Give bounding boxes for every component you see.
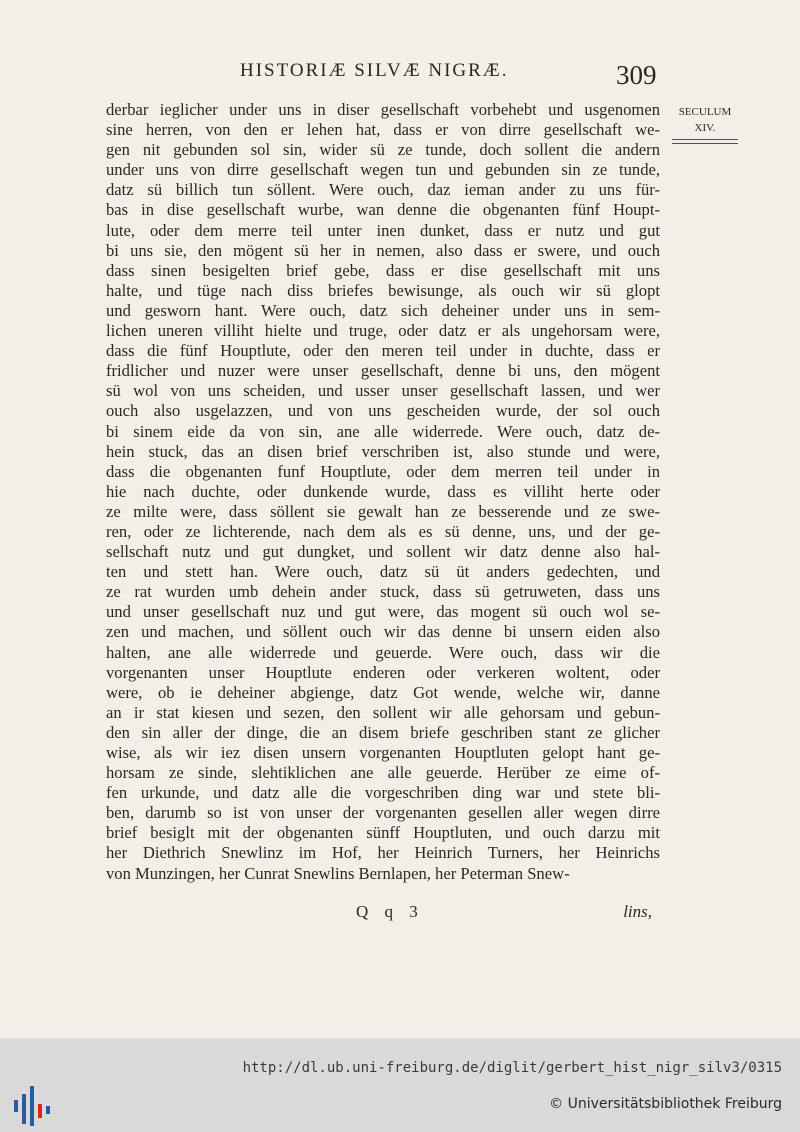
text-line: ouch also usgelazzen, und von uns gescheiden wurde, der sol ouch — [106, 401, 660, 421]
text-line: wise, als wir iez disen unsern vorgenanten Houptluten gelopt hant ge- — [106, 743, 660, 762]
copyright-notice: © Universitätsbibliothek Freiburg — [549, 1096, 782, 1112]
text-line: fen urkunde, und datz alle die vorgeschriben ding war und stete bli- — [106, 783, 660, 803]
text-line: vorgenanten unser Houptlute enderen oder verkeren woltent, oder — [106, 662, 660, 682]
text-line: ze milte were, dass söllent sie gewalt han ze besserende und ze swe- — [106, 501, 660, 521]
catchline — [106, 902, 660, 926]
text-line: sü wol von uns scheiden, und usser unser gesellschaft lassen, und wer — [106, 381, 660, 401]
text-line: lichen uneren villiht hielte und truge, oder datz er als ungehorsam were, — [106, 321, 660, 341]
text-line: dass die obgenanten funf Houptlute, oder dem merren teil under in — [106, 461, 660, 481]
text-line: hein stuck, das an disen brief verschriben ist, also stunde und were, — [106, 441, 660, 461]
text-line: bi sinem eide da von sin, ane alle widerrede. Were ouch, datz de- — [106, 421, 660, 441]
text-line: den sin aller der dinge, die an disem briefe geschriben stant ze glicher — [106, 722, 660, 742]
text-line: an ir stat kiesen und sezen, den sollent wir alle gehorsam und gebun- — [106, 702, 660, 722]
source-url[interactable]: http://dl.ub.uni-freiburg.de/diglit/gerbert_hist_nigr_silv3/0315 — [242, 1060, 782, 1076]
text-line: zen und machen, und söllent ouch wir das denne bi unsern eiden also — [106, 622, 660, 642]
page-number: 309 — [616, 60, 657, 90]
text-line: under uns von dirre gesellschaft wegen tun und gebunden sin ze tunde, — [106, 160, 660, 180]
text-line: bi uns sie, den mögent sü her in nemen, also dass er swere, und ouch — [106, 240, 660, 260]
footer-band — [0, 1038, 800, 1132]
text-line: ren, oder ze lichterende, nach dem als es sü denne, uns, und der ge- — [106, 521, 660, 541]
text-line: dass sinen besigelten brief gebe, dass er dise gesellschaft mit uns — [106, 260, 660, 280]
text-line: lute, oder dem merre teil unter inen dunket, dass er nutz und gut — [106, 220, 660, 240]
text-line: ben, darumb so ist von unser der vorgenanten gesellen aller wegen dirre — [106, 803, 660, 823]
text-line: derbar ieglicher under uns in diser gesellschaft vorbehebt und usgenomen — [106, 100, 660, 119]
text-line: und unser gesellschaft nuz und gut were, das mogent sü ouch wol se- — [106, 602, 660, 622]
text-line: horsam ze sinde, slehtiklichen ane alle geuerde. Herüber ze eime of- — [106, 763, 660, 783]
text-line: sellschaft nutz und gut dungket, und sollent wir datz denne also hal- — [106, 542, 660, 562]
text-line: ze rat wurden umb dehein ander stuck, dass sü getruweten, dass uns — [106, 582, 660, 602]
signature-mark: Q q 3 — [356, 902, 424, 921]
ub-freiburg-logo-icon — [12, 1086, 52, 1126]
margin-note — [670, 104, 740, 144]
margin-note-rule — [672, 139, 738, 144]
text-line: ten und stett han. Were ouch, datz sü üt anders gedechten, und — [106, 562, 660, 582]
text-line: brief besiglt mit der obgenanten sünff Houptluten, und ouch darzu mit — [106, 823, 660, 843]
text-line: were, ob ie deheiner abgienge, datz Got wende, welche wir, danne — [106, 682, 660, 702]
margin-note-century-label: SECULUM — [678, 106, 732, 118]
text-line: von Munzingen, her Cunrat Snewlins Bernlapen, her Peterman Snew- — [106, 863, 570, 883]
text-line: bas in dise gesellschaft wurbe, wan denne die obgenanten fünf Houpt- — [106, 200, 660, 220]
text-line: halten, ane alle widerrede und geuerde. Were ouch, dass wir die — [106, 642, 660, 662]
text-line: datz sü billich tun söllent. Were ouch, daz ieman ander zu uns für- — [106, 180, 660, 200]
text-line: dass die fünf Houptlute, oder den meren teil under in duchte, dass er — [106, 341, 660, 361]
body-text — [106, 100, 660, 884]
text-line: gen nit gebunden sol sin, wider sü ze tunde, doch sollent die andern — [106, 140, 660, 160]
catchword: lins, — [623, 902, 652, 921]
text-line: sine herren, von den er lehen hat, dass er von dirre gesellschaft we- — [106, 120, 660, 140]
text-line: fridlicher und nuzer were unser gesellschaft, denne bi uns, den mögent — [106, 361, 660, 381]
text-line: her Diethrich Snewlinz im Hof, her Heinrich Turners, her Heinrichs — [106, 843, 660, 863]
text-line: hie nach duchte, oder dunkende wurde, dass es villiht herte oder — [106, 481, 660, 501]
text-line: und gesworn hant. Were ouch, datz sich deheiner under uns in sem- — [106, 300, 660, 320]
running-title: HISTORIÆ SILVÆ NIGRÆ. — [240, 60, 509, 81]
margin-note-century-number: XIV. — [694, 122, 716, 134]
text-line: halte, und tüge nach diss briefes bewisunge, als ouch wir sü glopt — [106, 280, 660, 300]
